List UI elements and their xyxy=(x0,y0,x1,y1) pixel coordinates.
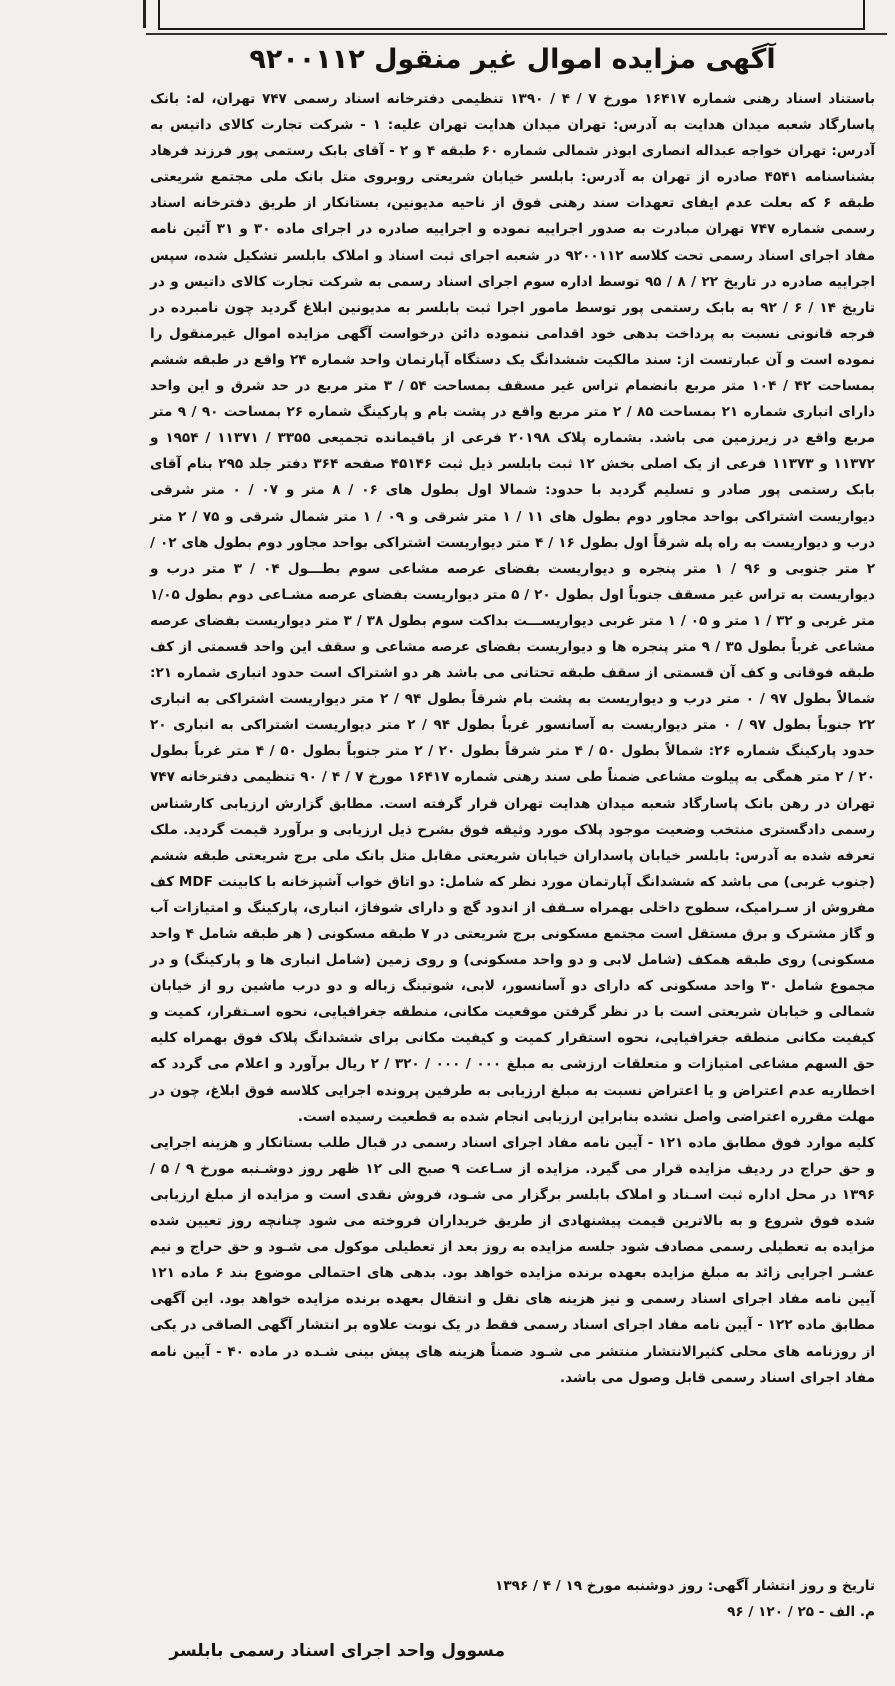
reference-number: م. الف - ۲۵ / ۱۲۰ / ۹۶ xyxy=(727,1604,875,1620)
ad-paragraph-main: باستناد اسناد رهنی شماره ۱۶۴۱۷ مورخ ۷ / ۴ / ۱۳۹۰ تنظیمی دفترخانه اسناد رسمی ۷۴۷ تهران، له: بانک پاسارگاد شعبه میدان هدایت به آدرس: تهران میدان هدایت تهران علیه: ۱ - شرکت تجارت کالای داتیس به آدرس: تهران خواجه عبداله انصاری ابوذر شمالی شماره ۶۰ طبقه ۴ و ۲ - آقای بابک رستمی پور فرزند فرهاد بشناسنامه ۴۵۴۱ صادره از تهران به آدرس: بابلسر خیابان شریعتی روبروی متل بانک ملی مجتمع شریعتی طبقه ۶ که بعلت عدم ایفای تعهدات سند رهنی فوق از ناحیه مدیونین، بستانکار از طریق دفترخانه اسناد رسمی شماره ۷۴۷ تهران مبادرت به صدور اجراییه نموده و اجراییه صادره در اجرای ماده ۳۰ و ۳۱ آئین نامه مفاد اجرای اسناد رسمی تحت کلاسه ۹۲۰۰۱۱۲ در شعبه اجرای ثبت اسناد و املاک بابلسر تشکیل شده، سپس اجراییه صادره در تاریخ ۲۲ / ۸ / ۹۵ توسط اداره سوم اجرای اسناد رسمی به شرکت تجارت کالای داتیس و در تاریخ ۱۴ / ۶ / ۹۲ به بابک رستمی پور توسط مامور اجرا ثبت بابلسر به مدیونین ابلاغ گردید چون نامبرده در فرجه قانونی نسبت به پرداخت بدهی خود اقدامی ننموده دائن درخواست آگهی مزایده اموال غیرمنقول را نموده است و آن عبارتست از: سند مالکیت ششدانگ یک دستگاه آپارتمان واحد شماره ۲۴ واقع در طبقه ششم بمساحت ۴۲ / ۱۰۴ متر مربع بانضمام تراس غیر مسقف بمساحت ۵۴ / ۳ متر مربع در حد شرق و این واحد دارای انباری شماره ۲۱ بمساحت ۸۵ / ۲ متر مربع واقع در پشت بام و پارکینگ شماره ۲۶ بمساحت ۹۰ / ۹ متر مربع واقع در زیرزمین می باشد. بشماره پلاک ۲۰۱۹۸ فرعی از باقیمانده تجمیعی ۳۳۵۵ / ۱۱۳۷۱ / ۱۹۵۴ و ۱۱۳۷۲ و ۱۱۳۷۳ فرعی از یک اصلی بخش ۱۲ ثبت بابلسر ذیل ثبت ۴۵۱۴۶ صفحه ۳۶۴ دفتر جلد ۲۹۵ بنام آقای بابک رستمی پور صادر و تسلیم گردید با حدود: شمالا اول بطول های ۰۶ / ۸ متر و ۰۷ / ۰ متر شرقی دیواریست اشتراکی بواحد مجاور دوم بطول های ۱۱ / ۱ متر شرقی و ۰۹ / ۱ متر شمال شرقی و ۷۵ / ۲ متر درب و دیواریست به راه پله شرقاً اول بطول ۱۶ / ۴ متر دیواریست اشتراکی بواحد مجاور دوم بطول های ۰۲ / ۲ متر جنوبی و ۹۶ / ۱ متر پنجره و دیواریست بفضای عرصه مشاعی سوم بطـــول ۰۴ / ۳ متر درب و دیواریست به تراس غیر مسقف جنوباً اول بطول ۲۰ / ۵ متر دیواریست بفضای عرصه مشـاعی دوم بطول ۱/۰۵ متر غربی و ۳۲ / ۱ متر و ۰۵ / ۱ متر غربی دیواریســـت بداکت سوم بطول ۳۸ / ۳ متر دیواریست بفضای عرصه مشاعی غرباً بطول ۳۵ / ۹ متر پنجره ها و دیواریست بفضای عرصه مشاعی و سقف این واحد قسمتی از کف طبقه فوقانی و کف آن قسمتی از سقف طبقه تحتانی می باشد هر دو اشتراک است حدود انباری شماره ۲۱: شمالاً بطول ۹۷ / ۰ متر درب و دیواریست به پشت بام شرقاً بطول ۹۴ / ۲ متر دیواریست اشتراکی به انباری ۲۲ جنوباً بطول ۹۷ / ۰ متر دیواریست به آسانسور غرباً بطول ۹۴ / ۲ متر دیواریست اشتراکی به انباری ۲۰ حدود پارکینگ شماره ۲۶: شمالاً بطول ۵۰ / ۴ متر شرقاً بطول ۲۰ / ۲ متر جنوباً بطول ۵۰ / ۴ متر غرباً بطول ۲۰ / ۲ متر همگی به پیلوت مشاعی ضمناً طی سند رهنی شماره ۱۶۴۱۷ مورخ ۷ / ۴ / ۹۰ تنظیمی دفترخانه ۷۴۷ تهران در رهن بانک پاسارگاد شعبه میدان هدایت تهران قرار گرفته است. مطابق گزارش ارزیابی کارشناس رسمی دادگستری منتخب وضعیت موجود پلاک مورد وثیقه فوق بشرح ذیل ارزیابی و برآورد قیمت گردید. ملک تعرفه شده به آدرس: بابلسر خیابان پاسداران خیابان شریعتی مقابل متل بانک ملی برج شریعتی طبقه ششم (جنوب غربی) می باشد که ششدانگ آپارتمان مورد نظر که شامل: دو اتاق خواب آشپزخانه با کابینت MDF کف مفروش از سـرامیک، سطوح داخلی بهمراه سـقف از اندود گچ و دارای شوفاژ، انباری، پارکینگ و امتیازات آب و گاز مشترک و برق مستقل است مجتمع مسکونی برج شریعتی در ۷ طبقه مسکونی ( هر طبقه شامل ۴ واحد مسکونی) روی طبقه همکف (شامل لابی و دو واحد مسکونی) و روی زمین (شامل انباری ها و پارکینگ) و در مجموع شامل ۳۰ واحد مسکونی که دارای دو آسانسور، لابی، شوتینگ زباله و دو درب ماشین رو از خیابان شمالی و خیابان شریعتی است با در نظر گرفتن موقعیت مکانی، منطقه جغرافیایی، نحوه اسـتقرار، کمیت و کیفیت مکانی منطقه جغرافیایی، نحوه استقرار کمیت و کیفیت مکانی برای ششدانگ پلاک فوق بهمراه کلیه حق السهم مشاعی امتیازات و متعلقات ارزشی به مبلغ ۰۰۰ / ۰۰۰ / ۳۲۰ / ۲ ریال برآورد و اعلام می گردد که اخطاریه عدم اعتراض و یا اعتراض نسبت به مبلغ ارزیابی به طرفین پرونده اجرایی کلاسه فوق ابلاغ، چون در مهلت مقرره اعتراضی واصل نشده بنابراین ارزیابی انجام شده به قطعیت رسیده است. xyxy=(150,91,876,1125)
publication-date: تاریخ و روز انتشار آگهی: روز دوشنبه مورخ ۱۹ / ۴ / ۱۳۹۶ xyxy=(495,1578,875,1594)
previous-ad-border xyxy=(158,0,865,30)
ad-body xyxy=(150,86,875,1391)
ad-title: آگهی مزایده اموال غیر منقول ۹۲۰۰۱۱۲ xyxy=(249,44,776,75)
ad-paragraph-terms: کلیه موارد فوق مطابق ماده ۱۲۱ - آیین نامه مفاد اجرای اسناد رسمی در قبال طلب بستانکار و هزینه اجرایی و حق حراج در ردیف مزایده قرار می گیرد. مزایده از سـاعت ۹ صبح الی ۱۲ ظهر روز دوشـنبه مورخ ۹ / ۵ / ۱۳۹۶ در محل اداره ثبت اسـناد و املاک بابلسر برگزار می شـود، فروش نقدی است و مزایده از مبلغ ارزیابی شده فوق شروع و به بالاترین قیمت پیشنهادی از طریق خریداران فروخته می شود چنانچه روز تعیین شده مزایده به تعطیلی رسمی مصادف شود جلسه مزایده به روز بعد از تعطیلی موکول می شـود و حق حراج و نیم عشـر اجرایی زائد به مبلغ مزایده بعهده برنده مزایده خواهد بود. بدهی های احتمالی موضوع بند ۶ ماده ۱۲۱ آیین نامه مفاد اجرای اسناد رسمی و نیز هزینه های نقل و انتقال بعهده برنده مزایده خواهد بود. این آگهی مطابق ماده ۱۲۲ - آیین نامه مفاد اجرای اسناد رسمی فقط در یک نوبت علاوه بر انتشار آگهی الصاقی در یکی از روزنامه های محلی کثیرالانتشار منتشر می شـود ضمناً هزینه های پیش بینی شـده در ماده ۴۰ - آیین نامه مفاد اجرای اسناد رسمی قابل وصول می باشد. xyxy=(150,1134,876,1386)
header-rule xyxy=(146,33,887,35)
signature-text: مسوول واحد اجرای اسناد رسمی بابلسر xyxy=(169,1641,505,1661)
signature-line xyxy=(150,1636,875,1666)
clipping-edge-line xyxy=(143,0,146,28)
